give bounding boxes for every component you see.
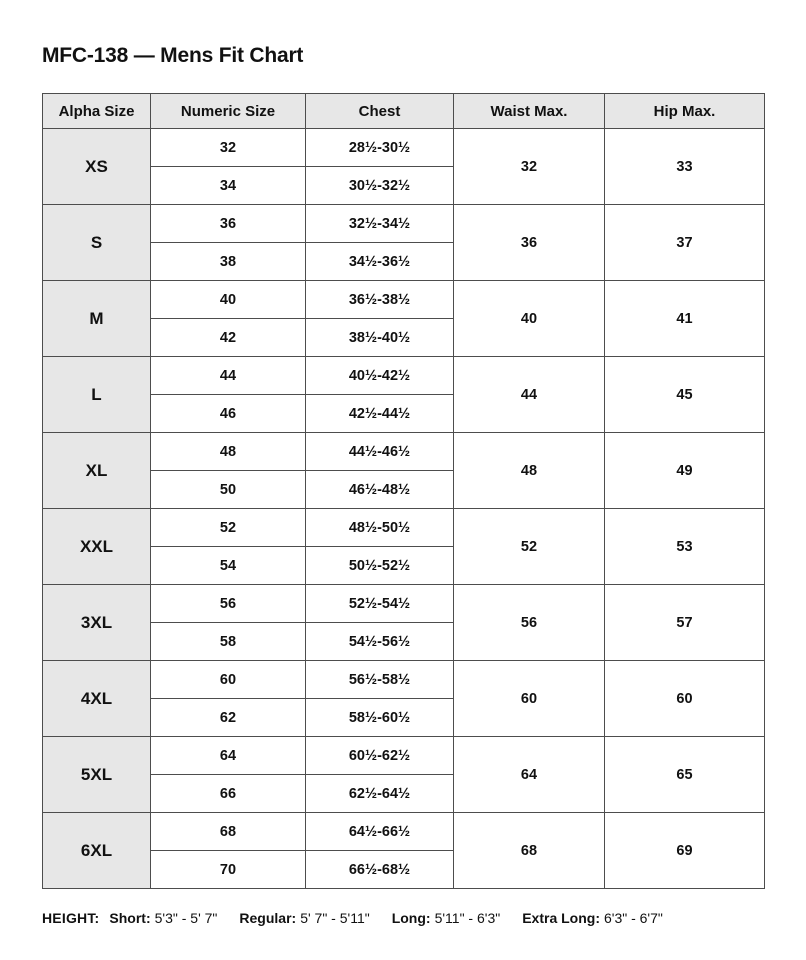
numeric-size-cell: 40 [151,281,306,319]
numeric-size-cell: 52 [151,509,306,547]
chest-range-cell: 50½-52½ [306,547,454,585]
chest-range-cell: 56½-58½ [306,661,454,699]
numeric-size-cell: 42 [151,319,306,357]
table-row [43,129,765,167]
numeric-size-cell: 68 [151,813,306,851]
height-range-regular [239,910,369,926]
height-range-short [109,910,217,926]
hip-max-cell: 60 [605,661,765,737]
numeric-size-cell: 36 [151,205,306,243]
waist-max-cell: 52 [454,509,605,585]
chest-range-cell: 28½-30½ [306,129,454,167]
alpha-size-cell: 3XL [43,585,151,661]
chest-range-cell: 48½-50½ [306,509,454,547]
numeric-size-cell: 70 [151,851,306,889]
alpha-size-cell: 5XL [43,737,151,813]
page-title: MFC-138 — Mens Fit Chart [42,44,304,67]
numeric-size-cell: 54 [151,547,306,585]
height-range-label: Extra Long: [522,910,600,926]
table-row [43,585,765,623]
hip-max-cell: 57 [605,585,765,661]
height-range-long [392,910,501,926]
height-range-value: 5'11" - 6'3" [434,910,501,926]
chest-range-cell: 62½-64½ [306,775,454,813]
numeric-size-cell: 50 [151,471,306,509]
numeric-size-cell: 60 [151,661,306,699]
waist-max-cell: 32 [454,129,605,205]
hip-max-cell: 41 [605,281,765,357]
alpha-size-cell: 6XL [43,813,151,889]
column-header-waist-max: Waist Max. [454,94,605,129]
numeric-size-cell: 64 [151,737,306,775]
hip-max-cell: 69 [605,813,765,889]
column-header-alpha-size: Alpha Size [43,94,151,129]
numeric-size-cell: 66 [151,775,306,813]
chest-range-cell: 58½-60½ [306,699,454,737]
hip-max-cell: 45 [605,357,765,433]
alpha-size-cell: L [43,357,151,433]
numeric-size-cell: 48 [151,433,306,471]
table-row [43,661,765,699]
hip-max-cell: 53 [605,509,765,585]
hip-max-cell: 37 [605,205,765,281]
waist-max-cell: 44 [454,357,605,433]
height-range-value: 6'3" - 6'7" [603,910,663,926]
hip-max-cell: 33 [605,129,765,205]
chest-range-cell: 54½-56½ [306,623,454,661]
waist-max-cell: 64 [454,737,605,813]
waist-max-cell: 36 [454,205,605,281]
chest-range-cell: 32½-34½ [306,205,454,243]
alpha-size-cell: S [43,205,151,281]
column-header-numeric-size: Numeric Size [151,94,306,129]
numeric-size-cell: 46 [151,395,306,433]
numeric-size-cell: 62 [151,699,306,737]
waist-max-cell: 60 [454,661,605,737]
height-range-label: Regular: [239,910,297,926]
numeric-size-cell: 56 [151,585,306,623]
chest-range-cell: 64½-66½ [306,813,454,851]
table-row [43,509,765,547]
chest-range-cell: 42½-44½ [306,395,454,433]
chest-range-cell: 66½-68½ [306,851,454,889]
waist-max-cell: 48 [454,433,605,509]
alpha-size-cell: M [43,281,151,357]
table-row [43,357,765,395]
hip-max-cell: 49 [605,433,765,509]
hip-max-cell: 65 [605,737,765,813]
chest-range-cell: 46½-48½ [306,471,454,509]
numeric-size-cell: 32 [151,129,306,167]
chest-range-cell: 52½-54½ [306,585,454,623]
chest-range-cell: 60½-62½ [306,737,454,775]
height-range-value: 5'3" - 5' 7" [154,910,218,926]
waist-max-cell: 56 [454,585,605,661]
height-range-value: 5' 7" - 5'11" [300,910,370,926]
table-row [43,94,765,129]
height-legend-title: HEIGHT: [42,910,100,926]
alpha-size-cell: 4XL [43,661,151,737]
chest-range-cell: 38½-40½ [306,319,454,357]
column-header-hip-max: Hip Max. [605,94,765,129]
height-range-label: Short: [109,910,151,926]
waist-max-cell: 40 [454,281,605,357]
numeric-size-cell: 58 [151,623,306,661]
table-row [43,205,765,243]
numeric-size-cell: 38 [151,243,306,281]
table-row [43,281,765,319]
numeric-size-cell: 34 [151,167,306,205]
chest-range-cell: 34½-36½ [306,243,454,281]
chest-range-cell: 40½-42½ [306,357,454,395]
height-range-label: Long: [391,910,431,926]
table-row [43,813,765,851]
mens-fit-chart-table [42,93,765,889]
height-legend [42,910,764,926]
chest-range-cell: 30½-32½ [306,167,454,205]
table-row [43,433,765,471]
chest-range-cell: 44½-46½ [306,433,454,471]
alpha-size-cell: XS [43,129,151,205]
numeric-size-cell: 44 [151,357,306,395]
table-row [43,737,765,775]
table-header-row [43,94,765,129]
alpha-size-cell: XXL [43,509,151,585]
alpha-size-cell: XL [43,433,151,509]
fit-table-body [43,129,765,889]
waist-max-cell: 68 [454,813,605,889]
column-header-chest: Chest [306,94,454,129]
chest-range-cell: 36½-38½ [306,281,454,319]
height-range-extra-long [522,910,663,926]
